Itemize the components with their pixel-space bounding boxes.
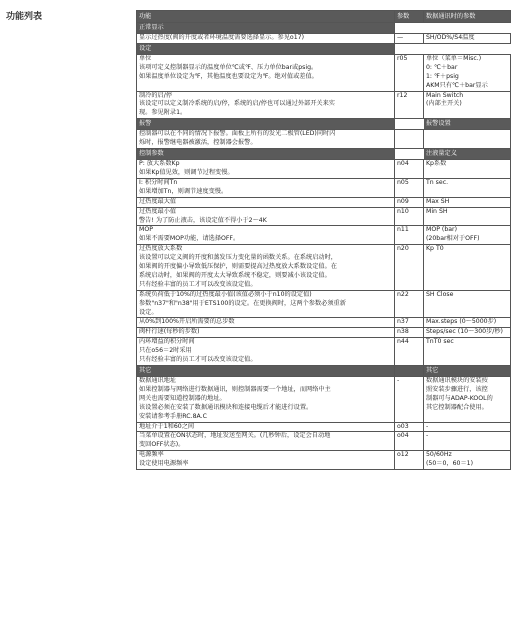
data-comm-cell [424,43,511,54]
cell-line: 正常显示 [139,24,164,31]
data-comm-cell [424,290,511,318]
function-cell [137,338,395,366]
function-cell [137,54,395,91]
cell-line: 如果温度单位设定为℉，其他温度也要设定为℉。绝对值或差值。 [139,72,318,80]
cell-line: Steps/sec (10～300步/秒) [426,328,503,336]
data-comm-cell [424,130,511,149]
parameter-cell [395,377,424,423]
header-data-comm-parameter: 数据通讯时的参数 [424,11,511,23]
cell-line: 安装请参考手册RC.8A.C [139,412,207,420]
data-comm-cell [424,119,511,130]
cell-line: n09 [397,197,409,205]
data-comm-cell [424,328,511,338]
cell-line: 内环增益的积分时间 [139,338,195,346]
data-comm-cell [424,377,511,423]
cell-line: n11 [397,226,409,234]
cell-line: AKM只有℃＋bar显示 [426,81,488,89]
function-cell [137,377,395,423]
data-comm-cell [424,422,511,432]
data-comm-cell [424,207,511,226]
parameter-cell [395,54,424,91]
data-comm-cell [424,178,511,197]
data-comm-cell [424,91,511,119]
parameter-cell [395,338,424,366]
table-row [137,178,511,197]
cell-line: Max SH [426,197,450,205]
parameter-cell [395,178,424,197]
cell-line: 显示过热度(阀的开度或者环境温度需要选择显示。参见o17) [139,34,304,41]
parameter-cell [395,23,424,34]
function-cell [137,432,395,451]
cell-line: r12 [397,91,408,99]
parameter-cell [395,245,424,291]
cell-line: Main Switch [426,91,464,99]
function-cell [137,328,395,338]
function-cell [137,366,395,377]
cell-line: 从0%到100%开启所需要的总步数 [139,318,235,326]
parameter-cell [395,130,424,149]
parameter-cell [395,328,424,338]
cell-line: P: 放大系数Kp [139,160,180,168]
cell-line: 现。参见附录1。 [139,109,187,117]
cell-line: 变回OFF状态)。 [139,441,185,449]
cell-line: 如果增加Tn，则调节速度变慢。 [139,187,228,195]
parameter-cell [395,197,424,207]
table-row [137,432,511,451]
cell-line: 过热度放大系数 [139,245,183,253]
parameter-cell [395,366,424,377]
cell-line: Max.steps (0～5000步) [426,318,497,326]
cell-line: 设定。 [139,308,158,316]
cell-line: 当菜单设置在ON状态时，地址发送至网关。(几秒钟后，设定会自动地 [139,432,331,440]
section-row [137,119,511,130]
function-cell [137,451,395,470]
cell-line: 过热度最大值 [139,197,177,205]
section-row [137,149,511,160]
function-cell [137,226,395,245]
table-row [137,226,511,245]
function-cell [137,207,395,226]
cell-line: I: 积分时间Tn [139,178,178,186]
data-comm-cell [424,23,511,34]
data-comm-cell [424,451,511,470]
cell-line: 只在o56＝2时采用 [139,347,192,355]
table-row [137,290,511,318]
function-cell [137,318,395,328]
cell-line: 烁时，报警继电器被激活，控制器会报警。 [139,139,257,147]
parameter-cell [395,318,424,328]
cell-line: (50＝0，60＝1) [426,460,474,468]
cell-line: n44 [397,338,409,346]
cell-line: 阀杆行速(每秒的步数) [139,328,200,336]
cell-line: 如果不需要MOP功能，请选择OFF。 [139,235,240,243]
function-cell [137,23,395,34]
page-title: 功能列表 [6,12,43,22]
cell-line: 其它 [139,367,152,374]
parameter-cell [395,119,424,130]
cell-line: n04 [397,160,409,168]
cell-line: 报警设置 [426,120,451,128]
table-row [137,130,511,149]
cell-line: 如果控制器与网络进行数据通讯，则控制器需要一个地址，而网络中主 [139,385,331,393]
cell-line: (内部主开关) [426,100,462,108]
table-row [137,91,511,119]
cell-line: n05 [397,178,409,186]
function-cell [137,245,395,291]
cell-line: 系统负荷低于10%的过热度最小值(该值必须小于n10的设定值) [139,290,312,298]
cell-line: 0: ℃＋bar [426,63,458,71]
function-table [136,10,511,470]
section-row [137,23,511,34]
function-cell [137,197,395,207]
cell-line: n10 [397,207,409,215]
cell-line: — [397,34,404,41]
data-comm-cell [424,432,511,451]
table-row [137,54,511,91]
data-comm-cell [424,160,511,179]
cell-line: 参数"n37"和"n38"用于ETS100的设定。在更换阀时，这两个参数必须重新 [139,299,346,307]
cell-line: 警告! 为了防止液击，该设定值不得小于2～4K [139,216,267,224]
cell-line: Kp系数 [426,160,447,168]
data-comm-cell [424,245,511,291]
function-cell [137,160,395,179]
data-comm-cell [424,197,511,207]
cell-line: n20 [397,245,409,253]
cell-line: 如果阀的开度偏小导致低压保护，则需要提高过热度放大系数设定值。在 [139,263,337,271]
cell-line: 单位（菜单＝Misc.) [426,54,482,62]
cell-line: 系统启动时，如果阀的开度太大导致系统不稳定，则要减小该设定值。 [139,271,331,279]
cell-line: 1: ℉＋psig [426,72,459,80]
parameter-cell [395,91,424,119]
cell-line: - [397,377,400,384]
parameter-cell [395,34,424,44]
cell-line: o12 [397,451,409,459]
cell-line: TnT0 sec [426,338,454,346]
cell-line: 设定 [139,44,152,52]
cell-line: 50/60Hz [426,451,452,459]
function-cell [137,119,395,130]
cell-line: - [426,422,429,430]
cell-line: 注液量定义 [426,150,457,158]
cell-line: r05 [397,54,408,62]
cell-line: o04 [397,432,409,440]
data-comm-cell [424,34,511,44]
section-row [137,43,511,54]
table-row [137,160,511,179]
cell-line: 网关也需要知道控制器的地址。 [139,394,226,402]
parameter-cell [395,290,424,318]
cell-line: 控制参数 [139,150,164,158]
cell-line: SH Close [426,290,454,298]
data-comm-cell [424,318,511,328]
table-row [137,34,511,44]
cell-line: 报警 [139,120,152,128]
cell-line: 只有经验丰富的员工才可以改变该设定值。 [139,356,257,364]
cell-line: Min SH [426,207,448,215]
cell-line: 该设置可以定义阀的开度和蒸发压力变化量的函数关系。在系统启动时， [139,254,337,262]
cell-line: 单位 [139,54,152,62]
parameter-cell [395,160,424,179]
data-comm-cell [424,338,511,366]
parameter-cell [395,422,424,432]
cell-line: 如果Kp值见效，则调节过程变慢。 [139,168,234,176]
section-row [137,366,511,377]
cell-line: 制冷的启/停 [139,91,173,99]
cell-line: 其它控制器配合使用。 [426,403,488,411]
parameter-cell [395,451,424,470]
header-parameter: 参数 [395,11,424,23]
cell-line: 数据通讯模块的安装按 [426,377,488,384]
cell-line: 该设置必须在安装了数据通讯模块和连接电缆后才能进行设置。 [139,403,313,411]
cell-line: n22 [397,290,409,298]
cell-line: o03 [397,422,409,430]
function-cell [137,130,395,149]
cell-line: 制器可与ADAP-KOOL的 [426,394,493,402]
cell-line: Kp T0 [426,245,444,253]
cell-line: n38 [397,328,409,336]
table-row [137,377,511,423]
cell-line: 数据通讯地址 [139,377,177,384]
parameter-cell [395,432,424,451]
cell-line: 电源频率 [139,451,164,459]
data-comm-cell [424,366,511,377]
function-cell [137,91,395,119]
cell-line: 控制器可以在不同的情况下报警。面板上所有的发光二极管(LED)同时闪 [139,130,336,138]
cell-line: 设定使用电源频率 [139,460,189,468]
cell-line: 其它 [426,367,439,374]
function-cell [137,290,395,318]
cell-line: n37 [397,318,409,326]
table-row [137,245,511,291]
table-row [137,197,511,207]
parameter-cell [395,207,424,226]
cell-line: MOP [139,226,153,234]
table-row [137,451,511,470]
cell-line: (20bar相对于OFF) [426,235,480,243]
data-comm-cell [424,54,511,91]
function-cell [137,34,395,44]
data-comm-cell [424,226,511,245]
table-row [137,207,511,226]
cell-line: - [426,432,429,440]
parameter-cell [395,43,424,54]
cell-line: 照安装步骤进行，该控 [426,385,488,393]
function-cell [137,422,395,432]
data-comm-cell [424,149,511,160]
function-cell [137,149,395,160]
table-row [137,318,511,328]
header-function: 功能 [137,11,395,23]
cell-line: 该项可定义控制器显示的温度单位℃或℉、压力单位bar或psig。 [139,63,318,71]
table-row [137,338,511,366]
parameter-cell [395,149,424,160]
parameter-cell [395,226,424,245]
table-row [137,328,511,338]
cell-line: MOP (bar) [426,226,457,234]
cell-line: Tn sec. [426,178,449,186]
cell-line: 只有经验丰富的员工才可以改变该设定值。 [139,280,257,288]
function-cell [137,178,395,197]
cell-line: 过热度最小值 [139,207,177,215]
function-cell [137,43,395,54]
table-header [137,11,511,23]
cell-line: SH/OD%/S4温度 [426,34,475,41]
table-row [137,422,511,432]
cell-line: 该设定可以定义制冷系统的启/停，系统的启/停也可以通过外部开关来实 [139,100,335,108]
cell-line: 地址介于1和60之间 [139,422,195,430]
